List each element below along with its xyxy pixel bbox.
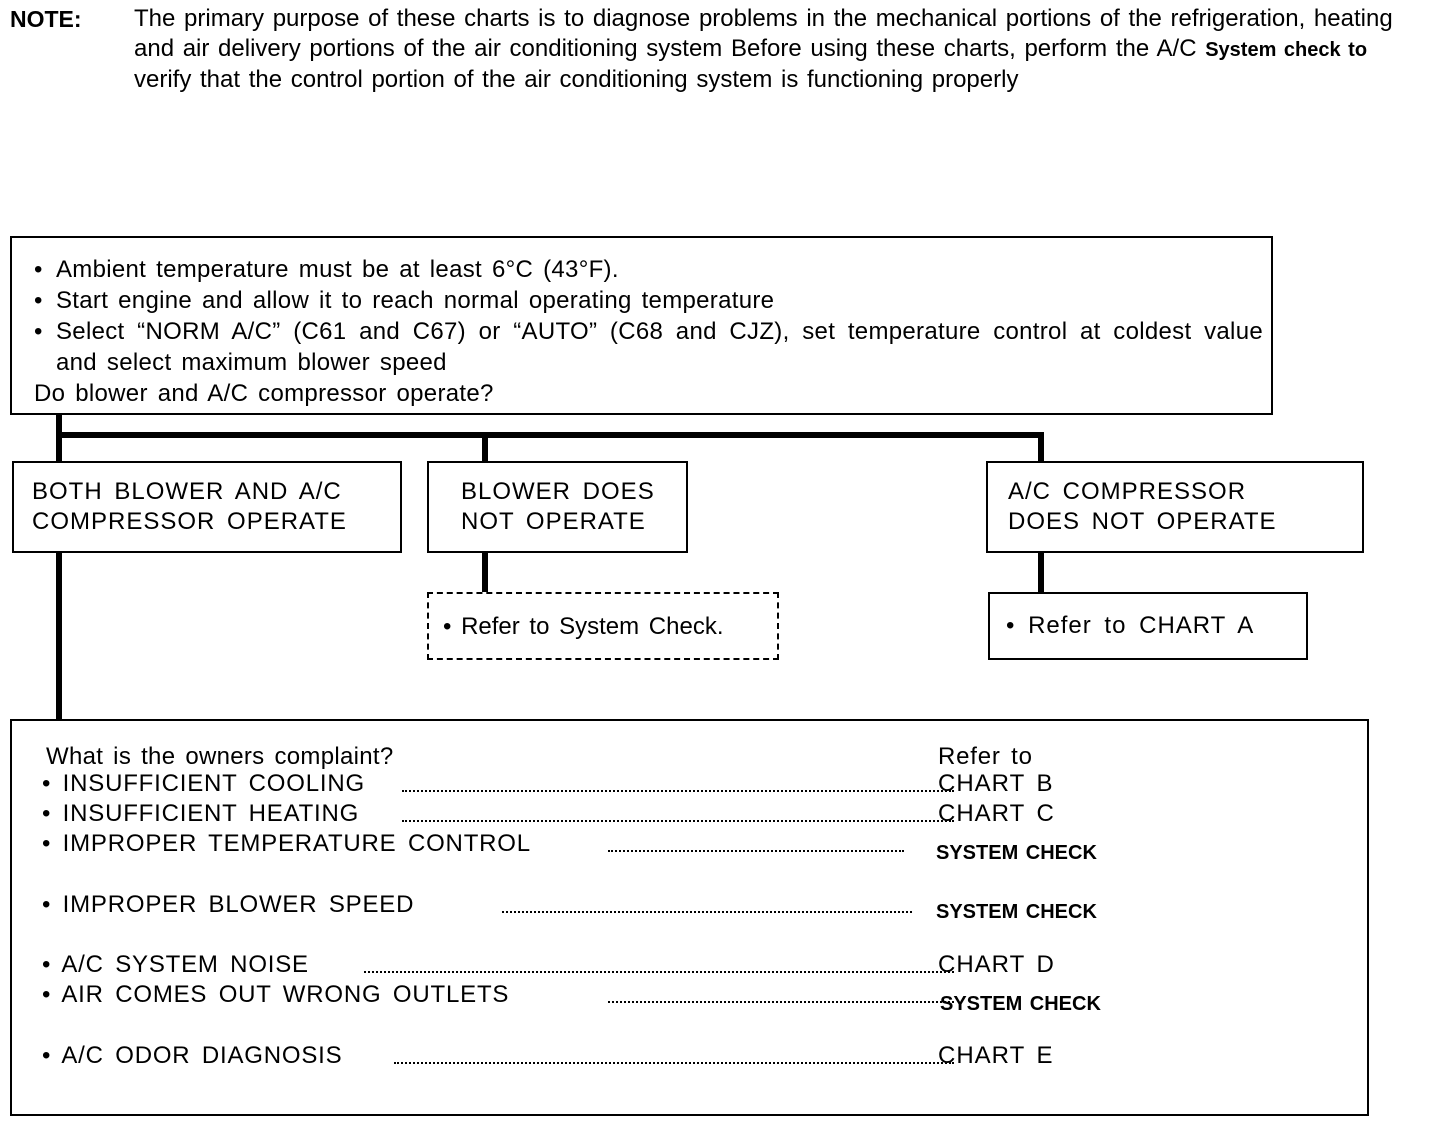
complaint-question: What is the owners complaint?	[46, 743, 394, 770]
connector-to-blower	[482, 432, 488, 462]
complaint-row-odor	[42, 1042, 1362, 1072]
branch-blower-line2: NOT OPERATE	[461, 508, 646, 535]
leader-dots	[608, 850, 904, 852]
refer-chart-a-box	[988, 592, 1308, 660]
complaint-row-ref: SYSTEM CHECK	[940, 993, 1101, 1015]
complaint-row-label: • IMPROPER BLOWER SPEED	[42, 891, 415, 918]
note-text	[134, 4, 1430, 95]
refer-system-check-box	[427, 592, 779, 660]
complaint-row-ref: CHART B	[938, 770, 1054, 797]
complaint-box	[10, 719, 1369, 1116]
start-question: Do blower and A/C compressor operate?	[34, 380, 494, 407]
leader-dots	[608, 1001, 954, 1003]
note-text-after: verify that the control portion of the air conditioning system is functioning properly	[134, 66, 1019, 93]
complaint-row-label: • A/C SYSTEM NOISE	[42, 951, 309, 978]
note-label: NOTE:	[10, 6, 82, 32]
branch-compressor-line2: DOES NOT OPERATE	[1008, 508, 1277, 535]
branch-compressor-not-operate	[986, 461, 1364, 553]
start-bullet-select-wrap	[34, 316, 1263, 378]
complaint-row-blower-speed	[42, 891, 1362, 921]
start-bullet-ambient: • Ambient temperature must be at least 6°C (43°F).	[34, 254, 1263, 285]
branch-compressor-line1: A/C COMPRESSOR	[1008, 478, 1247, 505]
refer-system-check-text: • Refer to System Check.	[443, 613, 724, 640]
complaint-refer-header: Refer to	[938, 743, 1033, 770]
connector-compressor-to-refer	[1038, 553, 1044, 593]
branch-both-operate	[12, 461, 402, 553]
refer-chart-a-text: • Refer to CHART A	[1006, 612, 1255, 639]
connector-blower-to-refer	[482, 553, 488, 593]
start-bullet-engine: • Start engine and allow it to reach normal operating temperature	[34, 285, 1263, 316]
branch-both-line2: COMPRESSOR OPERATE	[32, 508, 347, 535]
leader-dots	[402, 820, 954, 822]
complaint-row-system-noise	[42, 951, 1362, 981]
leader-dots	[502, 911, 912, 913]
connector-horizontal	[56, 432, 1044, 438]
complaint-row-ref: SYSTEM CHECK	[936, 901, 1097, 923]
connector-both-to-complaint	[56, 553, 62, 720]
note-text-before: The primary purpose of these charts is to diagnose problems in the mechanical portions of the refrigeration, heating and air delivery portions of the air conditioning system Before using these charts, perform the A/C	[134, 5, 1393, 62]
complaint-row-ref: CHART D	[938, 951, 1055, 978]
note-text-bold: System check to	[1205, 39, 1368, 61]
complaint-row-label: • INSUFFICIENT COOLING	[42, 770, 365, 797]
complaint-row-label: • AIR COMES OUT WRONG OUTLETS	[42, 981, 510, 1008]
connector-to-compressor	[1038, 432, 1044, 462]
complaint-row-ref: CHART C	[938, 800, 1055, 827]
complaint-row-wrong-outlets	[42, 981, 1362, 1015]
complaint-row-heating	[42, 800, 1362, 830]
complaint-row-ref: SYSTEM CHECK	[936, 842, 1097, 864]
complaint-row-cooling	[42, 770, 1362, 800]
branch-both-line1: BOTH BLOWER AND A/C	[32, 478, 342, 505]
complaint-row-label: • A/C ODOR DIAGNOSIS	[42, 1042, 343, 1069]
leader-dots	[394, 1062, 954, 1064]
complaint-row-ref: CHART E	[938, 1042, 1054, 1069]
complaint-row-label: • INSUFFICIENT HEATING	[42, 800, 360, 827]
branch-blower-not-operate	[427, 461, 688, 553]
leader-dots	[402, 790, 954, 792]
complaint-row-label: • IMPROPER TEMPERATURE CONTROL	[42, 830, 531, 857]
start-condition-box	[10, 236, 1273, 415]
complaint-row-temperature-control	[42, 830, 1362, 864]
start-bullet-dot: •	[34, 318, 43, 345]
start-bullet-select: Select “NORM A/C” (C61 and C67) or “AUTO” (C68 and CJZ), set temperature control at coldest value and select maximum blower speed	[56, 318, 1263, 376]
leader-dots	[364, 971, 954, 973]
connector-to-both	[56, 432, 62, 462]
branch-blower-line1: BLOWER DOES	[461, 478, 655, 505]
